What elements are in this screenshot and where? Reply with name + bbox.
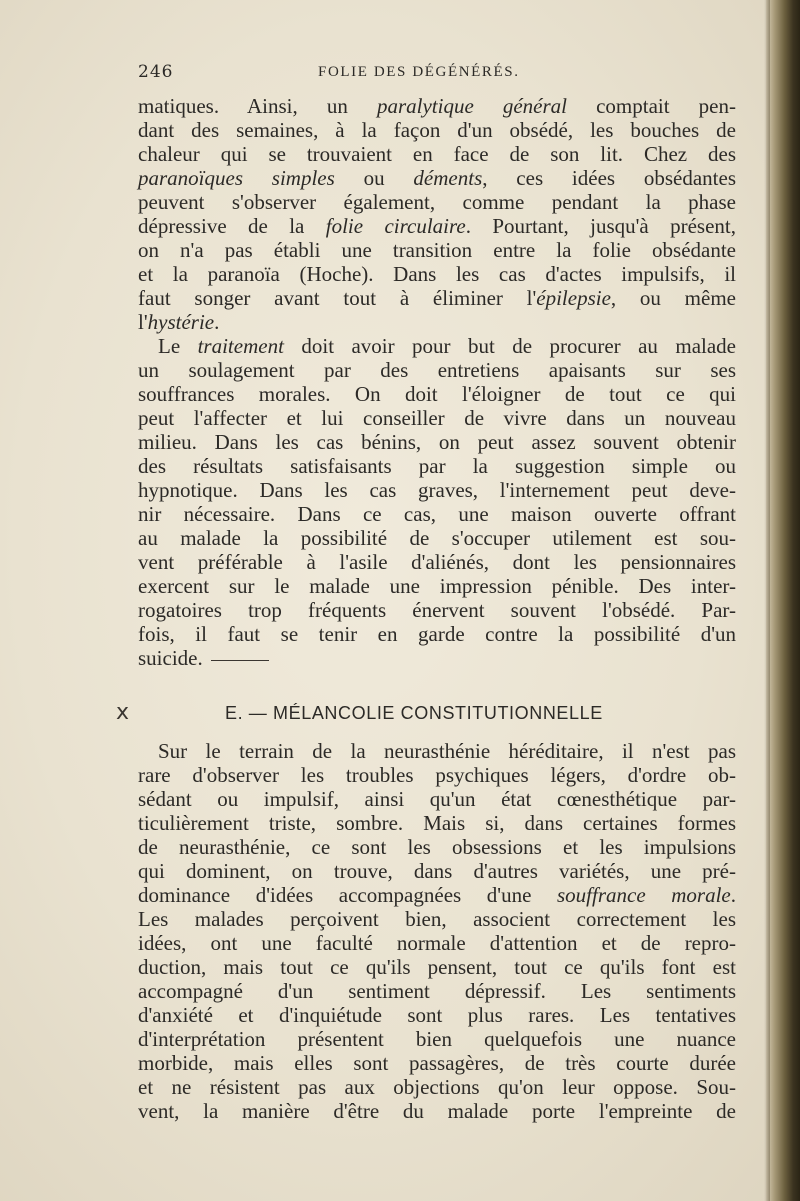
- text-line: [138, 286, 736, 310]
- text-line: [138, 907, 736, 931]
- text-run: idées, ont une faculté normale d'attention et de repro-: [138, 931, 736, 955]
- body-text-melancholy: [138, 739, 736, 1123]
- paragraph-treatment: [138, 334, 736, 670]
- text-run: sédant ou impulsif, ainsi qu'un état cœnesthétique par-: [138, 787, 736, 811]
- text-line: [138, 646, 736, 670]
- text-line: [138, 931, 736, 955]
- text-run: chaleur qui se trouvaient en face de son lit. Chez des: [138, 142, 736, 166]
- italic-run: hystérie: [147, 310, 215, 334]
- text-run: suicide.: [138, 646, 203, 670]
- text-line: [138, 955, 736, 979]
- text-line: [138, 406, 736, 430]
- body-text-continuation: [138, 94, 736, 670]
- text-line: [138, 1003, 736, 1027]
- end-rule: [211, 660, 269, 661]
- text-run: de neurasthénie, ce sont les obsessions et les impulsions: [138, 835, 736, 859]
- text-line: [138, 1027, 736, 1051]
- text-line: [138, 214, 736, 238]
- text-run: vent, la manière d'être du malade porte l'empreinte de: [138, 1099, 736, 1123]
- text-line: [138, 118, 736, 142]
- text-line: [138, 979, 736, 1003]
- italic-run: paralytique général: [376, 94, 568, 118]
- italic-run: souffrance morale: [557, 883, 731, 907]
- page-number: 246: [138, 62, 174, 82]
- text-line: [138, 550, 736, 574]
- text-run: vent préférable à l'asile d'aliénés, dont les pensionnaires: [138, 550, 736, 574]
- text-run: milieu. Dans les cas bénins, on peut assez souvent obtenir: [138, 430, 736, 454]
- text-run: morbide, mais elles sont passagères, de très courte durée: [138, 1051, 736, 1075]
- text-run: comptait pen-: [567, 94, 736, 118]
- text-run: fois, il faut se tenir en garde contre la possibilité d'un: [138, 622, 736, 646]
- text-run: exercent sur le malade une impression pénible. Des inter-: [138, 574, 736, 598]
- text-line: [138, 262, 736, 286]
- text-run: ticulièrement triste, sombre. Mais si, dans certaines formes: [138, 811, 736, 835]
- italic-run: déments: [413, 166, 483, 190]
- text-run: duction, mais tout ce qu'ils pensent, tout ce qu'ils font est: [138, 955, 736, 979]
- text-run: et ne résistent pas aux objections qu'on leur oppose. Sou-: [138, 1075, 736, 1099]
- text-line: [138, 1075, 736, 1099]
- text-run: d'interprétation présentent bien quelquefois une nuance: [138, 1027, 736, 1051]
- italic-run: traitement: [197, 334, 284, 358]
- text-line: [138, 622, 736, 646]
- text-run: , ces idées obsédantes: [482, 166, 737, 190]
- text-run: . Pourtant, jusqu'à présent,: [465, 214, 736, 238]
- text-run: rare d'observer les troubles psychiques légers, d'ordre ob-: [138, 763, 736, 787]
- text-run: faut songer avant tout à éliminer l': [138, 286, 537, 310]
- section-heading: E. — MÉLANCOLIE CONSTITUTIONNELLE: [225, 703, 603, 723]
- text-line: [138, 859, 736, 883]
- text-run: , ou même: [610, 286, 736, 310]
- text-line: [138, 574, 736, 598]
- italic-run: épilepsie: [536, 286, 611, 310]
- text-run: on n'a pas établi une transition entre la folie obsédante: [138, 238, 736, 262]
- text-line: [138, 502, 736, 526]
- text-line: [138, 334, 736, 358]
- text-run: un soulagement par des entretiens apaisants sur ses: [138, 358, 736, 382]
- text-run: Les malades perçoivent bien, associent correctement les: [138, 907, 736, 931]
- text-run: ou: [334, 166, 414, 190]
- text-run: qui dominent, on trouve, dans d'autres variétés, une pré-: [138, 859, 736, 883]
- text-run: hypnotique. Dans les cas graves, l'internement peut deve-: [138, 478, 736, 502]
- text-line: [138, 166, 736, 190]
- text-run: Le: [158, 334, 198, 358]
- text-run: .: [730, 883, 736, 907]
- text-run: accompagné d'un sentiment dépressif. Les sentiments: [138, 979, 736, 1003]
- text-run: dépressive de la: [138, 214, 326, 238]
- text-run: Sur le terrain de la neurasthénie héréditaire, il n'est pas: [158, 739, 736, 763]
- text-run: au malade la possibilité de s'occuper utilement est sou-: [138, 526, 736, 550]
- text-run: souffrances morales. On doit l'éloigner de tout ce qui: [138, 382, 736, 406]
- book-spine: [766, 0, 800, 1201]
- text-run: nir nécessaire. Dans ce cas, une maison ouverte offrant: [138, 502, 736, 526]
- text-run: dominance d'idées accompagnées d'une: [138, 883, 557, 907]
- text-line: [138, 739, 736, 763]
- italic-run: folie circulaire: [325, 214, 466, 238]
- text-line: [138, 454, 736, 478]
- text-run: doit avoir pour but de procurer au malade: [283, 334, 736, 358]
- paragraph-melancholy: [138, 739, 736, 1123]
- text-line: [138, 310, 736, 334]
- text-line: [138, 238, 736, 262]
- text-run: .: [214, 310, 220, 334]
- text-run: rogatoires trop fréquents énervent souvent l'obsédé. Par-: [138, 598, 736, 622]
- text-line: [138, 1051, 736, 1075]
- text-line: [138, 526, 736, 550]
- margin-pencil-mark: x: [116, 700, 130, 725]
- text-line: [138, 358, 736, 382]
- text-line: [138, 883, 736, 907]
- text-run: d'anxiété et d'inquiétude sont plus rares. Les tentatives: [138, 1003, 736, 1027]
- text-line: [138, 1099, 736, 1123]
- text-line: [138, 598, 736, 622]
- text-line: [138, 763, 736, 787]
- text-line: [138, 94, 736, 118]
- paragraph-obsessions-end: [138, 94, 736, 334]
- spine-shadow: [764, 0, 770, 1201]
- text-line: [138, 430, 736, 454]
- text-run: peut l'affecter et lui conseiller de vivre dans un nouveau: [138, 406, 736, 430]
- page-header: [138, 62, 736, 86]
- text-line: [138, 142, 736, 166]
- text-run: peuvent s'observer également, comme pendant la phase: [138, 190, 736, 214]
- text-line: [138, 382, 736, 406]
- text-run: matiques. Ainsi, un: [138, 94, 377, 118]
- text-line: [138, 811, 736, 835]
- text-line: [138, 190, 736, 214]
- text-line: [138, 787, 736, 811]
- text-line: [138, 478, 736, 502]
- text-run: dant des semaines, à la façon d'un obsédé, les bouches de: [138, 118, 736, 142]
- italic-run: paranoïques simples: [138, 166, 335, 190]
- text-run: des résultats satisfaisants par la suggestion simple ou: [138, 454, 736, 478]
- text-line: [138, 835, 736, 859]
- text-run: et la paranoïa (Hoche). Dans les cas d'actes impulsifs, il: [138, 262, 736, 286]
- text-run: l': [138, 310, 148, 334]
- running-title: FOLIE DES DÉGÉNÉRÉS.: [318, 64, 520, 80]
